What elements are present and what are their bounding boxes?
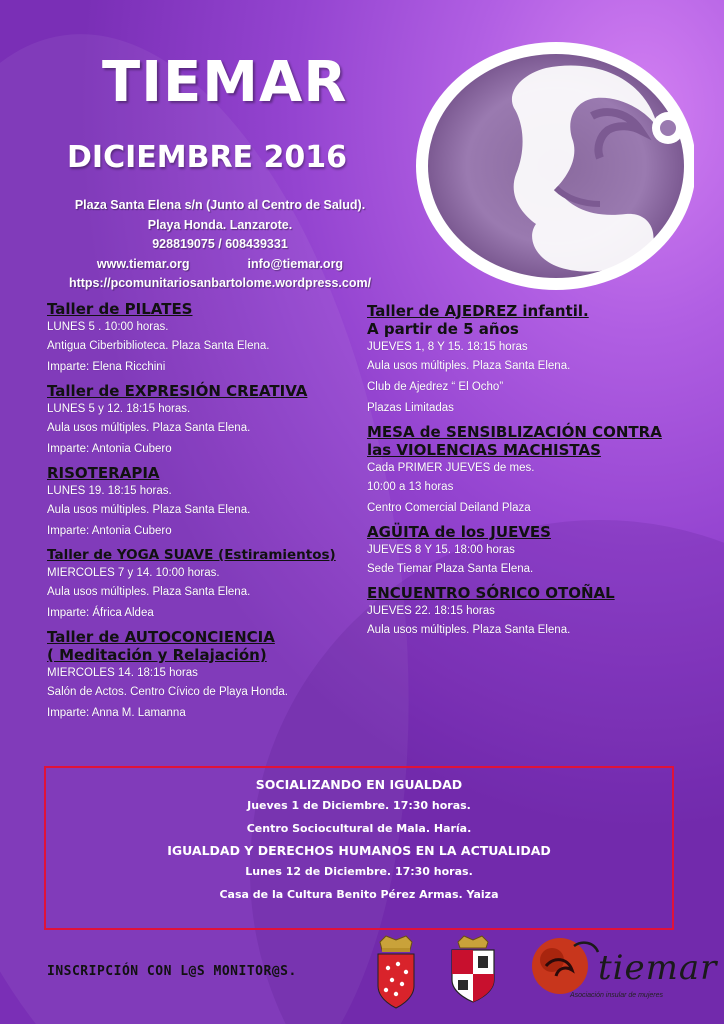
activity-place: Aula usos múltiples. Plaza Santa Elena.	[47, 586, 251, 598]
activity-title: Taller de YOGA SUAVE (Estiramientos)	[47, 547, 336, 563]
activity-place: Salón de Actos. Centro Cívico de Playa Honda.	[47, 686, 289, 698]
brand-subtitle: Asociación insular de mujeres	[570, 992, 663, 999]
phone-numbers: 928819075 / 608439331	[152, 237, 288, 251]
activity-club: Club de Ajedrez “ El Ocho”	[367, 381, 504, 393]
month-heading: DICIEMBRE 2016	[67, 140, 347, 175]
activity-item	[367, 523, 707, 580]
web-row	[40, 255, 400, 275]
event-title: IGUALDAD Y DERECHOS HUMANOS EN LA ACTUALIDAD	[167, 843, 551, 858]
activity-schedule: MIERCOLES 7 y 14. 10:00 horas.	[47, 567, 220, 579]
events-box	[44, 766, 674, 930]
activity-subtitle: A partir de 5 años	[367, 320, 519, 338]
activity-title: Taller de EXPRESIÓN CREATIVA	[47, 382, 308, 400]
activity-place: Aula usos múltiples. Plaza Santa Elena.	[47, 422, 251, 434]
activity-item	[367, 302, 707, 419]
address-line-2: Playa Honda. Lanzarote.	[147, 217, 293, 232]
woman-profile-logo	[396, 38, 694, 294]
activity-item	[47, 464, 367, 542]
address-line-1: Plaza Santa Elena s/n (Junto al Centro de Salud).	[74, 198, 366, 212]
activity-title: AGÜITA de los JUEVES	[367, 523, 551, 541]
event-title: SOCIALIZANDO EN IGUALDAD	[255, 777, 463, 792]
activity-subtitle: ( Meditación y Relajación)	[47, 646, 267, 664]
activity-place: Centro Comercial Deiland Plaza	[367, 502, 531, 514]
activity-item	[367, 584, 707, 641]
activity-place: Sede Tiemar Plaza Santa Elena.	[367, 563, 534, 575]
website-link[interactable]: www.tiemar.org	[96, 256, 190, 271]
email-link[interactable]: info@tiemar.org	[247, 256, 344, 271]
activity-instructor: Imparte: Elena Ricchini	[47, 361, 166, 373]
activity-instructor: Imparte: Antonia Cubero	[47, 525, 172, 537]
activity-title: ENCUENTRO SÓRICO OTOÑAL	[367, 584, 615, 602]
activity-item	[367, 423, 707, 519]
activities-left-column	[47, 300, 367, 728]
activity-place: Antigua Ciberbiblioteca. Plaza Santa Elena.	[47, 340, 270, 352]
activity-schedule: JUEVES 8 Y 15. 18:00 horas	[367, 544, 515, 556]
activity-instructor: Imparte: Anna M. Lamanna	[47, 707, 186, 719]
activity-title: Taller de AJEDREZ infantil.	[367, 302, 589, 320]
poster-title: TIEMAR	[102, 50, 348, 115]
activity-schedule: LUNES 5 y 12. 18:15 horas.	[47, 403, 191, 415]
activity-place: Aula usos múltiples. Plaza Santa Elena.	[47, 504, 251, 516]
activity-title: Taller de AUTOCONCIENCIA	[47, 628, 275, 646]
activity-instructor: Imparte: Antonia Cubero	[47, 443, 172, 455]
contact-block	[40, 196, 400, 294]
activity-title: RISOTERAPIA	[47, 464, 160, 482]
activity-schedule: LUNES 5 . 10:00 horas.	[47, 321, 169, 333]
event-date: Jueves 1 de Diciembre. 17:30 horas.	[247, 799, 471, 812]
canary-islands-crest-icon	[372, 934, 420, 1012]
brand-wordmark: tiemar	[598, 948, 718, 988]
activity-title: MESA de SENSIBLIZACIÓN CONTRA	[367, 423, 662, 441]
event-place: Casa de la Cultura Benito Pérez Armas. Yaiza	[219, 888, 499, 901]
blog-link[interactable]: https://pcomunitariosanbartolome.wordpress.com/	[68, 276, 372, 290]
activities-right-column	[367, 302, 707, 645]
activity-item	[47, 628, 367, 724]
event-place: Centro Sociocultural de Mala. Haría.	[246, 822, 472, 835]
activity-instructor: Imparte: África Aldea	[47, 607, 154, 619]
activity-time: 10:00 a 13 horas	[367, 481, 454, 493]
activity-schedule: JUEVES 22. 18:15 horas	[367, 605, 495, 617]
activity-item	[47, 300, 367, 378]
activity-item	[47, 382, 367, 460]
activity-item	[47, 546, 367, 624]
activity-title: Taller de PILATES	[47, 300, 193, 318]
activity-subtitle: las VIOLENCIAS MACHISTAS	[367, 441, 601, 459]
activity-schedule: JUEVES 1, 8 Y 15. 18:15 horas	[367, 341, 528, 353]
municipal-crest-icon	[446, 934, 500, 1006]
activity-schedule: MIERCOLES 14. 18:15 horas	[47, 667, 198, 679]
activity-schedule: Cada PRIMER JUEVES de mes.	[367, 462, 535, 474]
registration-note: INSCRIPCIÓN CON L@S MONITOR@S.	[47, 964, 297, 979]
activity-place: Aula usos múltiples. Plaza Santa Elena.	[367, 624, 571, 636]
activity-schedule: LUNES 19. 18:15 horas.	[47, 485, 172, 497]
event-date: Lunes 12 de Diciembre. 17:30 horas.	[245, 865, 473, 878]
activity-note: Plazas Limitadas	[367, 402, 454, 414]
activity-place: Aula usos múltiples. Plaza Santa Elena.	[367, 360, 571, 372]
